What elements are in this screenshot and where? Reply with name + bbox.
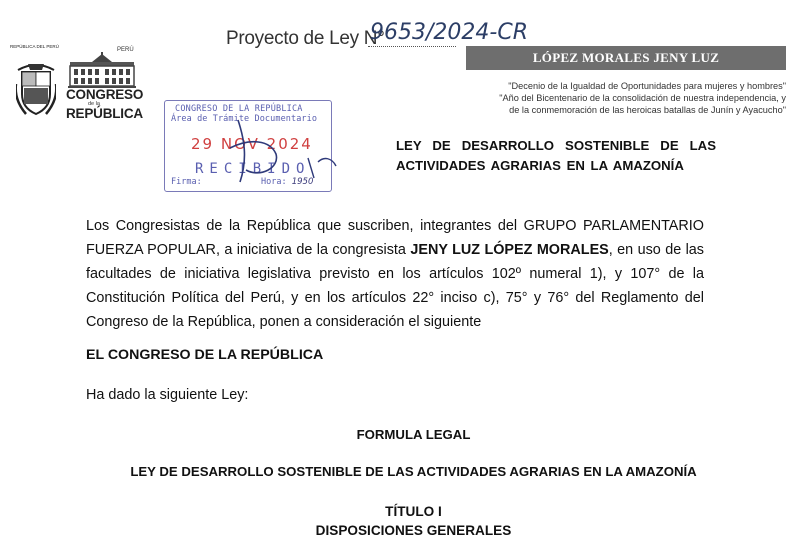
congresswoman-name: JENY LUZ LÓPEZ MORALES [410,242,609,258]
stamp-firma-label: Firma: [171,177,202,187]
stamp-area: Área de Trámite Documentario [171,114,318,124]
signature-icon [200,118,360,188]
stamp-hora-value: 1950 [291,177,314,187]
stamp-date: 29 NOV 2024 [191,135,313,153]
shield-caption: REPÚBLICA DEL PERÚ [10,44,59,49]
congreso-heading: EL CONGRESO DE LA REPÚBLICA [86,347,324,363]
decenio-line-2: "Año del Bicentenario de la consolidación de nuestra independencia, y [499,93,786,103]
ha-dado-line: Ha dado la siguiente Ley: [86,387,249,403]
stamp-received: RECIBIDO [195,161,311,177]
disposiciones-heading: DISPOSICIONES GENERALES [315,523,512,538]
congress-building-icon [68,52,136,88]
intro-text-part1: Los Congresistas de la República que suscriben, integrantes del GRUPO PARLAMENTARIO FUERZA POPULAR, a iniciativa de la congresista [86,218,704,258]
congress-logo [10,44,150,124]
coat-of-arms-icon [16,60,56,118]
republica-wordmark: REPÚBLICA [66,106,143,121]
formula-legal-heading: FORMULA LEGAL [356,427,471,442]
congreso-wordmark: CONGRESO [66,87,144,102]
decenio-line-1: "Decenio de la Igualdad de Oportunidades para mujeres y hombres" [508,81,786,91]
stamp-institution: CONGRESO DE LA REPÚBLICA [175,104,303,114]
intro-paragraph [86,214,704,334]
de-la-wordmark: de la [88,101,100,107]
titulo-heading: TÍTULO I [385,504,442,519]
project-label: Proyecto de Ley N° [226,28,385,49]
document-title: LEY DE DESARROLLO SOSTENIBLE DE LAS ACTIVIDADES AGRARIAS EN LA AMAZONÍA [396,138,716,173]
project-number-handwritten: 9653/2024-CR [370,20,528,45]
peru-label: PERÚ [117,47,134,53]
author-banner: LÓPEZ MORALES JENY LUZ [466,46,786,70]
stamp-hora-text: Hora: [261,177,287,187]
intro-text-part2: , en uso de las facultades de iniciativa legislativa previsto en los artículos 102º numeral 1), y 107° de la Constitución Política del Perú, y en los artículos 22° inciso c), 75° y 76° del Reglamento del Congreso de la República, ponen a consideración el siguiente [86,242,704,330]
law-title-heading: LEY DE DESARROLLO SOSTENIBLE DE LAS ACTIVIDADES AGRARIAS EN LA AMAZONÍA [130,464,697,479]
project-number-dotted-line [368,46,456,47]
decenio-quotes [430,80,786,116]
decenio-line-3: de la conmemoración de las heroicas batallas de Junín y Ayacucho" [509,105,786,115]
